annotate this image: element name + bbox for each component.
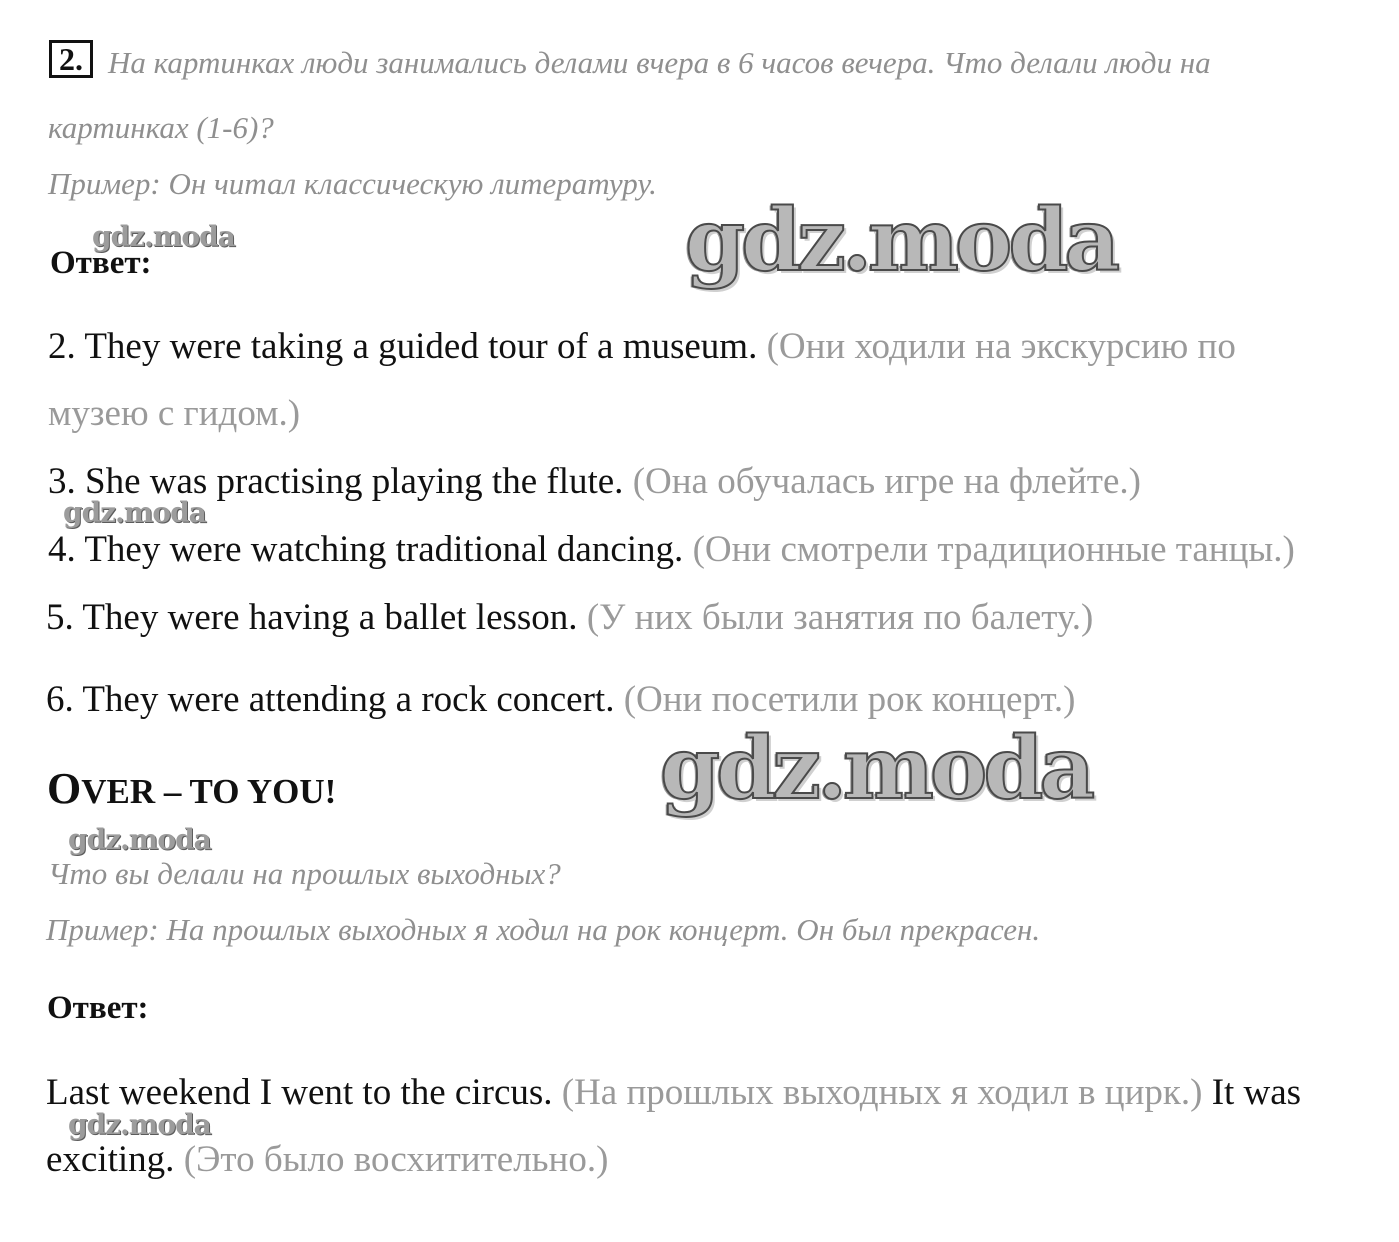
answer-line-6 bbox=[46, 678, 1075, 721]
heading-rest: VER – TO YOU! bbox=[81, 772, 337, 811]
watermark-large: gdz.moda bbox=[660, 718, 1092, 819]
watermark-large: gdz.moda bbox=[685, 190, 1117, 291]
answer-line-3 bbox=[48, 460, 1141, 503]
answer-line-5 bbox=[46, 596, 1093, 639]
watermark-small: gdz.moda bbox=[68, 1108, 211, 1141]
answer-en: Last weekend I went to the circus. bbox=[46, 1072, 553, 1113]
watermark-small: gdz.moda bbox=[68, 823, 211, 856]
answer-ru: (Она обучалась игре на флейте.) bbox=[623, 461, 1141, 502]
answer-ru: (Они смотрели традиционные танцы.) bbox=[683, 529, 1295, 570]
section-heading bbox=[47, 763, 336, 814]
task-instruction-line2: картинках (1-6)? bbox=[48, 110, 274, 145]
answer-line-4 bbox=[48, 528, 1295, 571]
task-example: Пример: Он читал классическую литературу. bbox=[48, 166, 657, 201]
section-answer-line1 bbox=[46, 1071, 1301, 1114]
answer-line-2 bbox=[48, 325, 1236, 368]
answer-label-2: Ответ: bbox=[47, 990, 149, 1026]
answer-en-cont: It was bbox=[1202, 1072, 1302, 1113]
answer-ru: (Они ходили на экскурсию по bbox=[757, 326, 1236, 367]
answer-ru: (Это было восхитительно.) bbox=[174, 1139, 609, 1180]
section-answer-line2 bbox=[46, 1138, 608, 1181]
answer-en: 4. They were watching traditional dancing. bbox=[48, 529, 684, 570]
answer-en: 5. They were having a ballet lesson. bbox=[46, 597, 578, 638]
answer-en: 6. They were attending a rock concert. bbox=[46, 679, 615, 720]
answer-en: 3. She was practising playing the flute. bbox=[48, 461, 624, 502]
answer-ru: (На прошлых выходных я ходил в цирк.) bbox=[552, 1072, 1203, 1113]
watermark-small: gdz.moda bbox=[92, 220, 235, 253]
section-question: Что вы делали на прошлых выходных? bbox=[48, 856, 561, 891]
answer-label: Ответ: bbox=[50, 245, 152, 281]
heading-initial: O bbox=[47, 764, 82, 813]
section-example: Пример: На прошлых выходных я ходил на рок концерт. Он был прекрасен. bbox=[46, 912, 1041, 947]
answer-en: 2. They were taking a guided tour of a museum. bbox=[48, 326, 758, 367]
answer-ru: (Они посетили рок концерт.) bbox=[614, 679, 1076, 720]
answer-en: exciting. bbox=[46, 1139, 175, 1180]
answer-ru: (У них были занятия по балету.) bbox=[577, 597, 1094, 638]
task-number-box: 2. bbox=[49, 40, 93, 78]
answer-line-2-cont: музею с гидом.) bbox=[48, 393, 301, 434]
task-instruction-line1: На картинках люди занимались делами вчера в 6 часов вечера. Что делали люди на bbox=[108, 45, 1211, 80]
watermark-small: gdz.moda bbox=[63, 496, 206, 529]
